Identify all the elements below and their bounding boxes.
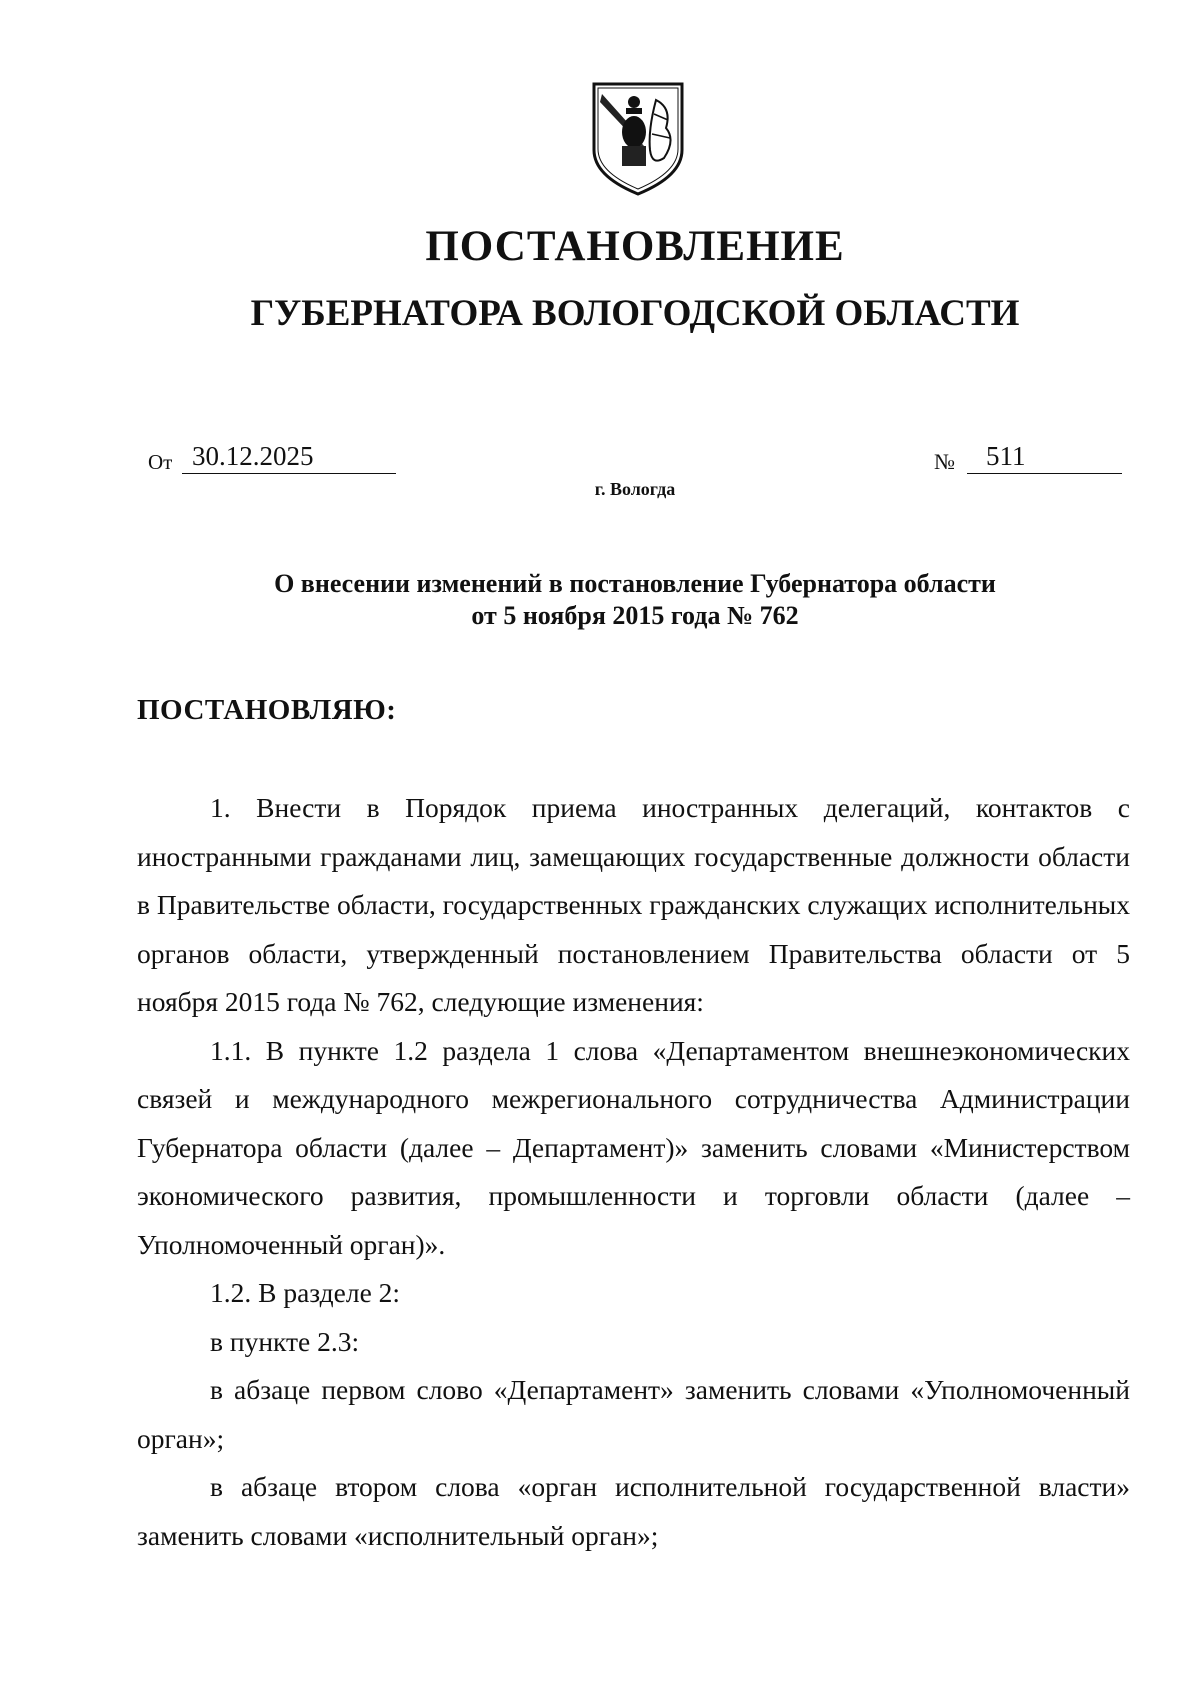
date-prefix-label: От	[148, 450, 173, 474]
paragraph-second-abzac: в абзаце втором слова «орган исполнительной государственной власти» заменить словами «исполнительный орган»;	[137, 1471, 1130, 1551]
paragraph-1-1: 1.1. В пункте 1.2 раздела 1 слова «Департаментом внешнеэкономических связей и международного межрегионального сотрудничества Администрации Губернатора области (далее – Департамент)» заменить словами «Министерством экономического развития, промышленности и торговли области (далее – Уполномоченный орган)».	[137, 1034, 1130, 1260]
document-number: 511	[967, 438, 1122, 474]
city-label: г. Вологда	[594, 479, 676, 499]
resolve-heading: ПОСТАНОВЛЯЮ:	[137, 694, 397, 726]
document-type-title: ПОСТАНОВЛЕНИЕ	[425, 223, 845, 270]
subject-line-1: О внесении изменений в постановление Губернатора области	[274, 569, 996, 598]
paragraph-clause-2-3: в пункте 2.3:	[210, 1325, 360, 1357]
paragraph-1-2: 1.2. В разделе 2:	[210, 1277, 401, 1308]
subject-line-2: от 5 ноября 2015 года № 762	[471, 601, 799, 630]
number-prefix-label: №	[934, 449, 955, 474]
coat-of-arms-icon	[590, 80, 686, 198]
document-date: 30.12.2025	[182, 438, 396, 474]
issuer-title: ГУБЕРНАТОРА ВОЛОГОДСКОЙ ОБЛАСТИ	[250, 293, 1020, 334]
document-body	[137, 784, 1130, 1560]
paragraph-first-abzac: в абзаце первом слово «Департамент» заменить словами «Уполномоченный орган»;	[137, 1374, 1130, 1454]
paragraph-1: 1. Внести в Порядок приема иностранных делегаций, контактов с иностранными гражданами лиц, замещающих государственные должности области в Правительстве области, государственных гражданских служащих исполнительных органов области, утвержденный постановлением Правительства области от 5 ноября 2015 года № 762, следующие изменения:	[137, 792, 1131, 1017]
coat-of-arms-emblem	[590, 80, 686, 198]
document-subject	[180, 568, 1090, 632]
